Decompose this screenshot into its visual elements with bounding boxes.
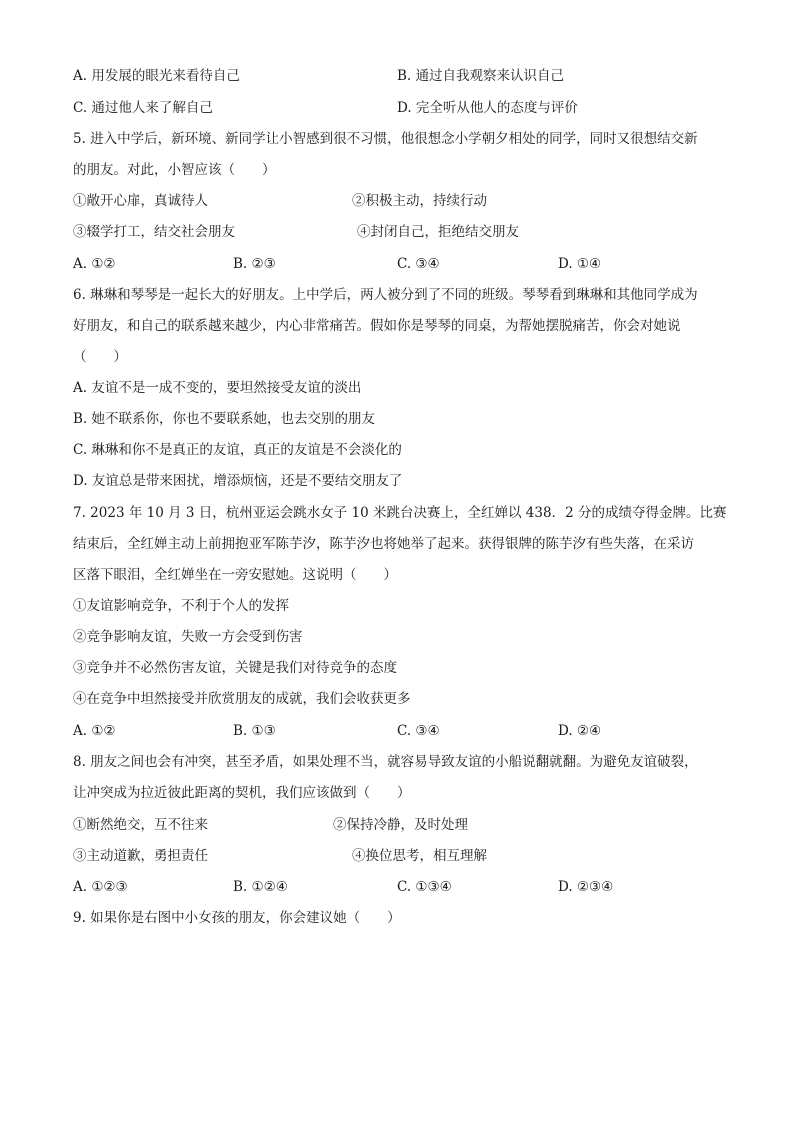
q7-item-2: ②竞争影响友谊，失败一方会受到伤害 [73, 629, 303, 645]
q6-option-d: D. 友谊总是带来困扰，增添烦恼，还是不要结交朋友了 [73, 473, 403, 489]
q7-item-4: ④在竞争中坦然接受并欣赏朋友的成就，我们会收获更多 [73, 691, 411, 707]
q8-item-4: ④换位思考，相互理解 [352, 848, 487, 864]
q5-option-b: B. ②③ [233, 256, 276, 272]
q8-stem-line2: 让冲突成为拉近彼此距离的契机，我们应该做到（ ） [73, 785, 411, 801]
q7-stem-line2: 结束后，全红婵主动上前拥抱亚军陈芋汐，陈芋汐也将她举了起来。获得银牌的陈芋汐有些失落，在采访 [73, 536, 694, 552]
q4-option-a: A. 用发展的眼光来看待自己 [73, 68, 240, 84]
q6-option-a: A. 友谊不是一成不变的，要坦然接受友谊的淡出 [73, 380, 362, 396]
q5-item-2: ②积极主动，持续行动 [352, 193, 487, 209]
q8-item-2: ②保持冷静，及时处理 [333, 817, 468, 833]
q7-option-a: A. ①② [73, 723, 116, 739]
q7-option-d: D. ②④ [558, 723, 602, 739]
q4-option-b: B. 通过自我观察来认识自己 [397, 68, 565, 84]
q8-item-1: ①断然绝交，互不往来 [73, 817, 208, 833]
q8-item-3: ③主动道歉，勇担责任 [73, 848, 208, 864]
q5-item-1: ①敞开心扉，真诚待人 [73, 193, 208, 209]
q8-stem-line1: 8. 朋友之间也会有冲突，甚至矛盾，如果处理不当，就容易导致友谊的小船说翻就翻。为避免友谊破裂， [73, 754, 698, 770]
q7-item-3: ③竞争并不必然伤害友谊，关键是我们对待竞争的态度 [73, 660, 397, 676]
q5-option-c: C. ③④ [397, 256, 440, 272]
q4-option-c: C. 通过他人来了解自己 [73, 100, 213, 116]
q7-stem-line1: 7. 2023 年 10 月 3 日，杭州亚运会跳水女子 10 米跳台决赛上，全红婵以 438．2 分的成绩夺得金牌。比赛 [73, 505, 727, 521]
q8-option-b: B. ①②④ [233, 879, 288, 895]
q8-option-d: D. ②③④ [558, 879, 614, 895]
q8-option-c: C. ①③④ [397, 879, 452, 895]
q7-stem-line3: 区落下眼泪，全红婵坐在一旁安慰她。这说明（ ） [73, 567, 397, 583]
q6-stem-line1: 6. 琳琳和琴琴是一起长大的好朋友。上中学后，两人被分到了不同的班级。琴琴看到琳琳和其他同学成为 [73, 287, 698, 303]
q5-stem-line2: 的朋友。对此，小智应该（ ） [73, 162, 276, 178]
q6-option-b: B. 她不联系你，你也不要联系她，也去交别的朋友 [73, 411, 376, 427]
q7-option-b: B. ①③ [233, 723, 276, 739]
q4-option-d: D. 完全听从他人的态度与评价 [397, 100, 578, 116]
q7-option-c: C. ③④ [397, 723, 440, 739]
q5-option-d: D. ①④ [558, 256, 602, 272]
q5-stem-line1: 5. 进入中学后，新环境、新同学让小智感到很不习惯，他很想念小学朝夕相处的同学，同时又很想结交新 [73, 131, 698, 147]
q6-option-c: C. 琳琳和你不是真正的友谊，真正的友谊是不会淡化的 [73, 442, 402, 458]
q5-option-a: A. ①② [73, 256, 116, 272]
q6-stem-line2: 好朋友，和自己的联系越来越少，内心非常痛苦。假如你是琴琴的同桌，为帮她摆脱痛苦，你会对她说 [73, 318, 681, 334]
q5-item-4: ④封闭自己，拒绝结交朋友 [357, 224, 519, 240]
q8-option-a: A. ①②③ [73, 879, 128, 895]
q5-item-3: ③辍学打工，结交社会朋友 [73, 224, 235, 240]
q9-stem-line1: 9. 如果你是右图中小女孩的朋友，你会建议她（ ） [73, 910, 401, 926]
q6-stem-line3: （ ） [73, 349, 127, 365]
q7-item-1: ①友谊影响竞争，不利于个人的发挥 [73, 598, 289, 614]
